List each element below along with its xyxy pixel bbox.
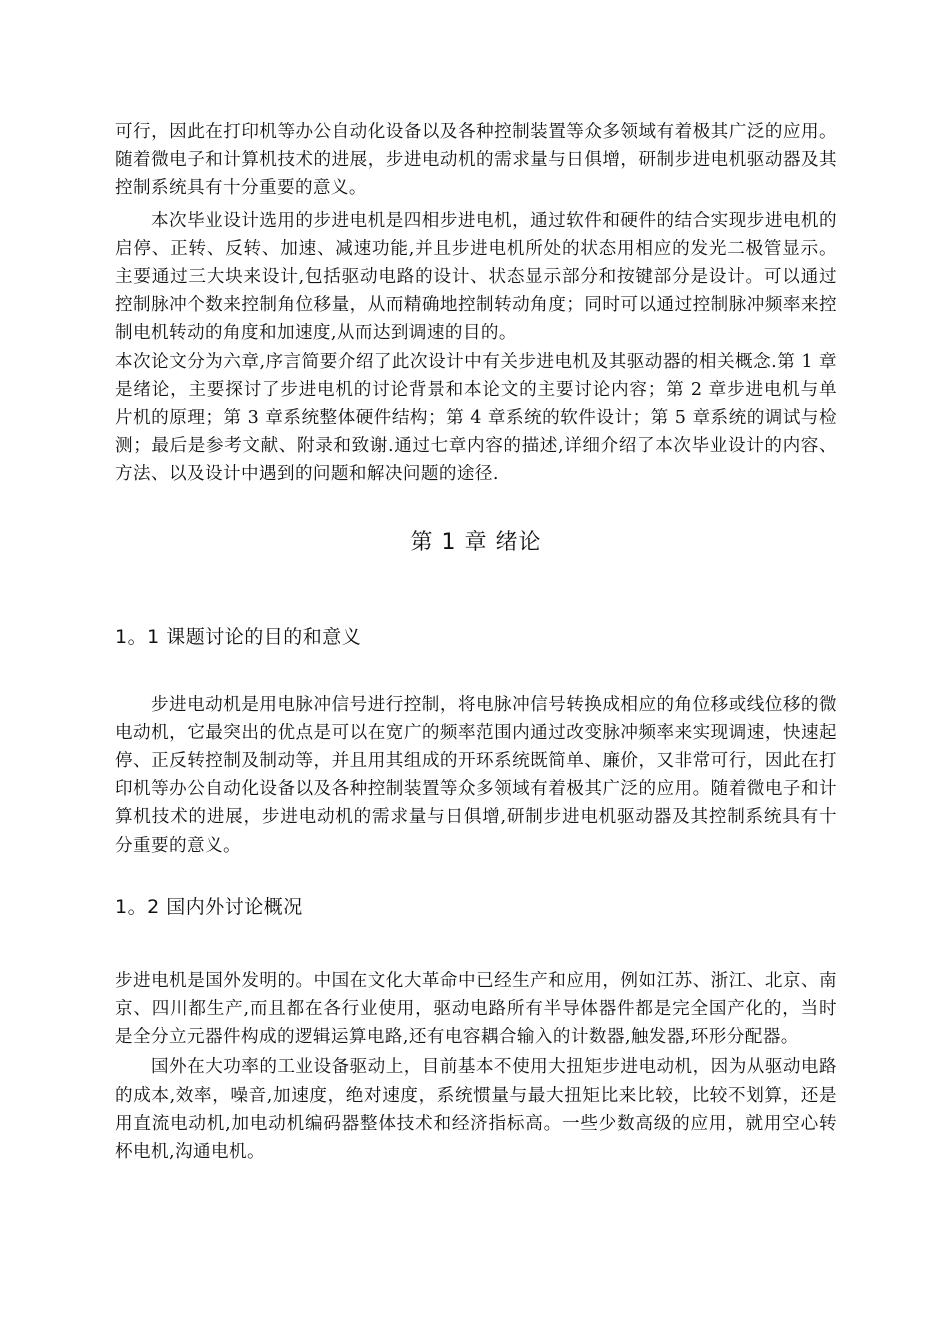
paragraph-thesis-structure: 本次论文分为六章,序言简要介绍了此次设计中有关步进电机及其驱动器的相关概念.第 1 章是绪论，主要探讨了步进电机的讨论背景和本论文的主要讨论内容；第 2 章步进电机与单片机的原理；第 3 章系统整体硬件结构；第 4 章系统的软件设计；第 5 章系统的调试与检测；最后是参考文献、附录和致谢.通过七章内容的描述,详细介绍了本次毕业设计的内容、方法、以及设计中遇到的问题和解决问题的途径.: [115, 351, 837, 485]
document-page: [115, 118, 837, 1166]
section-heading-1-2: 1。2 国内外讨论概况: [115, 895, 303, 918]
section-heading-1-1: 1。1 课题讨论的目的和意义: [115, 625, 362, 648]
paragraph-domestic-overview: 步进电机是国外发明的。中国在文化大革命中已经生产和应用，例如江苏、浙江、北京、南京、四川都生产,而且都在各行业使用，驱动电路所有半导体器件都是完全国产化的，当时是全分立元器件构成的逻辑运算电路,还有电容耦合输入的计数器,触发器,环形分配器。: [115, 970, 837, 1048]
chapter-title: 第 1 章 绪论: [410, 529, 542, 555]
paragraph-purpose-significance: 步进电动机是用电脉冲信号进行控制，将电脉冲信号转换成相应的角位移或线位移的微电动机，它最突出的优点是可以在宽广的频率范围内通过改变脉冲频率来实现调速，快速起停、正反转控制及制动等，并且用其组成的开环系统既简单、廉价，又非常可行，因此在打印机等办公自动化设备以及各种控制装置等众多领域有着极其广泛的应用。随着微电子和计算机技术的进展，步进电动机的需求量与日俱增,研制步进电机驱动器及其控制系统具有十分重要的意义。: [115, 694, 837, 856]
paragraph-intro-continued: 可行，因此在打印机等办公自动化设备以及各种控制装置等众多领域有着极其广泛的应用。随着微电子和计算机技术的进展，步进电动机的需求量与日俱增，研制步进电机驱动器及其控制系统具有十分重要的意义。: [115, 122, 837, 199]
paragraph-foreign-overview: 国外在大功率的工业设备驱动上，目前基本不使用大扭矩步进电动机，因为从驱动电路的成本,效率，噪音,加速度，绝对速度，系统惯量与最大扭矩比来比较，比较不划算，还是用直流电动机,加电动机编码器整体技术和经济指标高。一些少数高级的应用，就用空心转杯电机,沟通电机。: [115, 1057, 837, 1163]
paragraph-design-overview: 本次毕业设计选用的步进电机是四相步进电机，通过软件和硬件的结合实现步进电机的启停、正转、反转、加速、减速功能,并且步进电机所处的状态用相应的发光二极管显示。主要通过三大块来设计,包括驱动电路的设计、状态显示部分和按键部分是设计。可以通过控制脉冲个数来控制角位移量，从而精确地控制转动角度；同时可以通过控制脉冲频率来控制电机转动的角度和加速度,从而达到调速的目的。: [115, 210, 837, 344]
